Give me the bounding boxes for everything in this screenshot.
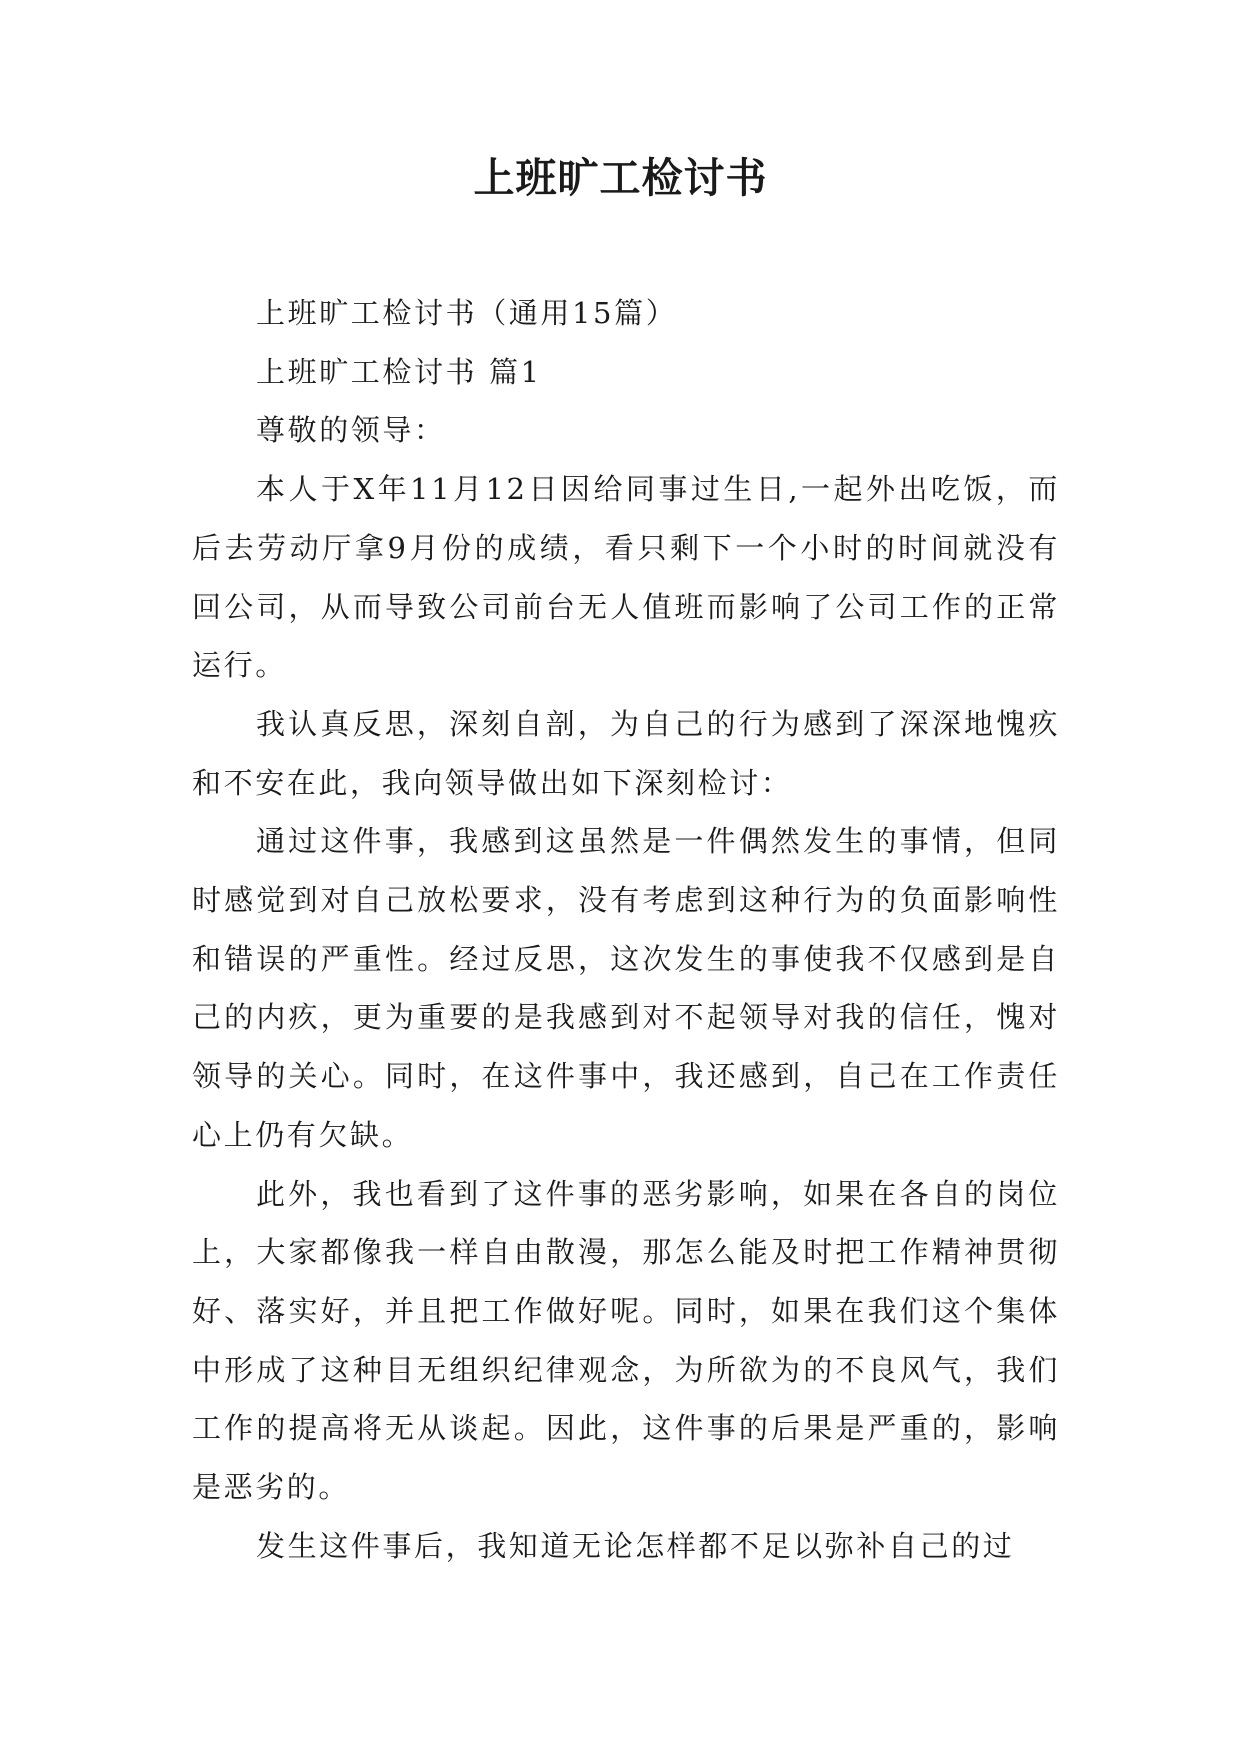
document-title: 上班旷工检讨书 <box>473 154 768 202</box>
salutation: 尊敬的领导： <box>256 413 446 448</box>
body-paragraph: 通过这件事，我感到这虽然是一件偶然发生的事情，但同时感觉到对自己放松要求，没有考虑到这种行为的负面影响性和错误的严重性。经过反思，这次发生的事使我不仅感到是自己的内疚，更为重要的是我感到对不起领导对我的信任，愧对领导的关心。同时，在这件事中，我还感到，自己在工作责任心上仍有欠缺。 <box>192 824 1060 1152</box>
body-paragraph: 此外，我也看到了这件事的恶劣影响，如果在各自的岗位上，大家都像我一样自由散漫，那怎么能及时把工作精神贯彻好、落实好，并且把工作做好呢。同时，如果在我们这个集体中形成了这种目无组织纪律观念，为所欲为的不良风气，我们工作的提高将无从谈起。因此，这件事的后果是严重的，影响是恶劣的。 <box>192 1176 1060 1505</box>
body-paragraph: 发生这件事后，我知道无论怎样都不足以弥补自己的过 <box>256 1528 1015 1563</box>
subtitle-heading: 上班旷工检讨书（通用15篇） <box>256 296 678 330</box>
body-paragraph: 本人于X年11月12日因给同事过生日,一起外出吃饭，而后去劳动厅拿9月份的成绩，看只剩下一个小时的时间就没有回公司，从而导致公司前台无人值班而影响了公司工作的正常运行。 <box>192 472 1060 683</box>
section-heading: 上班旷工检讨书 篇1 <box>256 354 542 389</box>
document-body <box>192 284 1060 1575</box>
body-paragraph: 我认真反思，深刻自剖，为自己的行为感到了深深地愧疚和不安在此，我向领导做出如下深刻检讨： <box>192 706 1060 800</box>
